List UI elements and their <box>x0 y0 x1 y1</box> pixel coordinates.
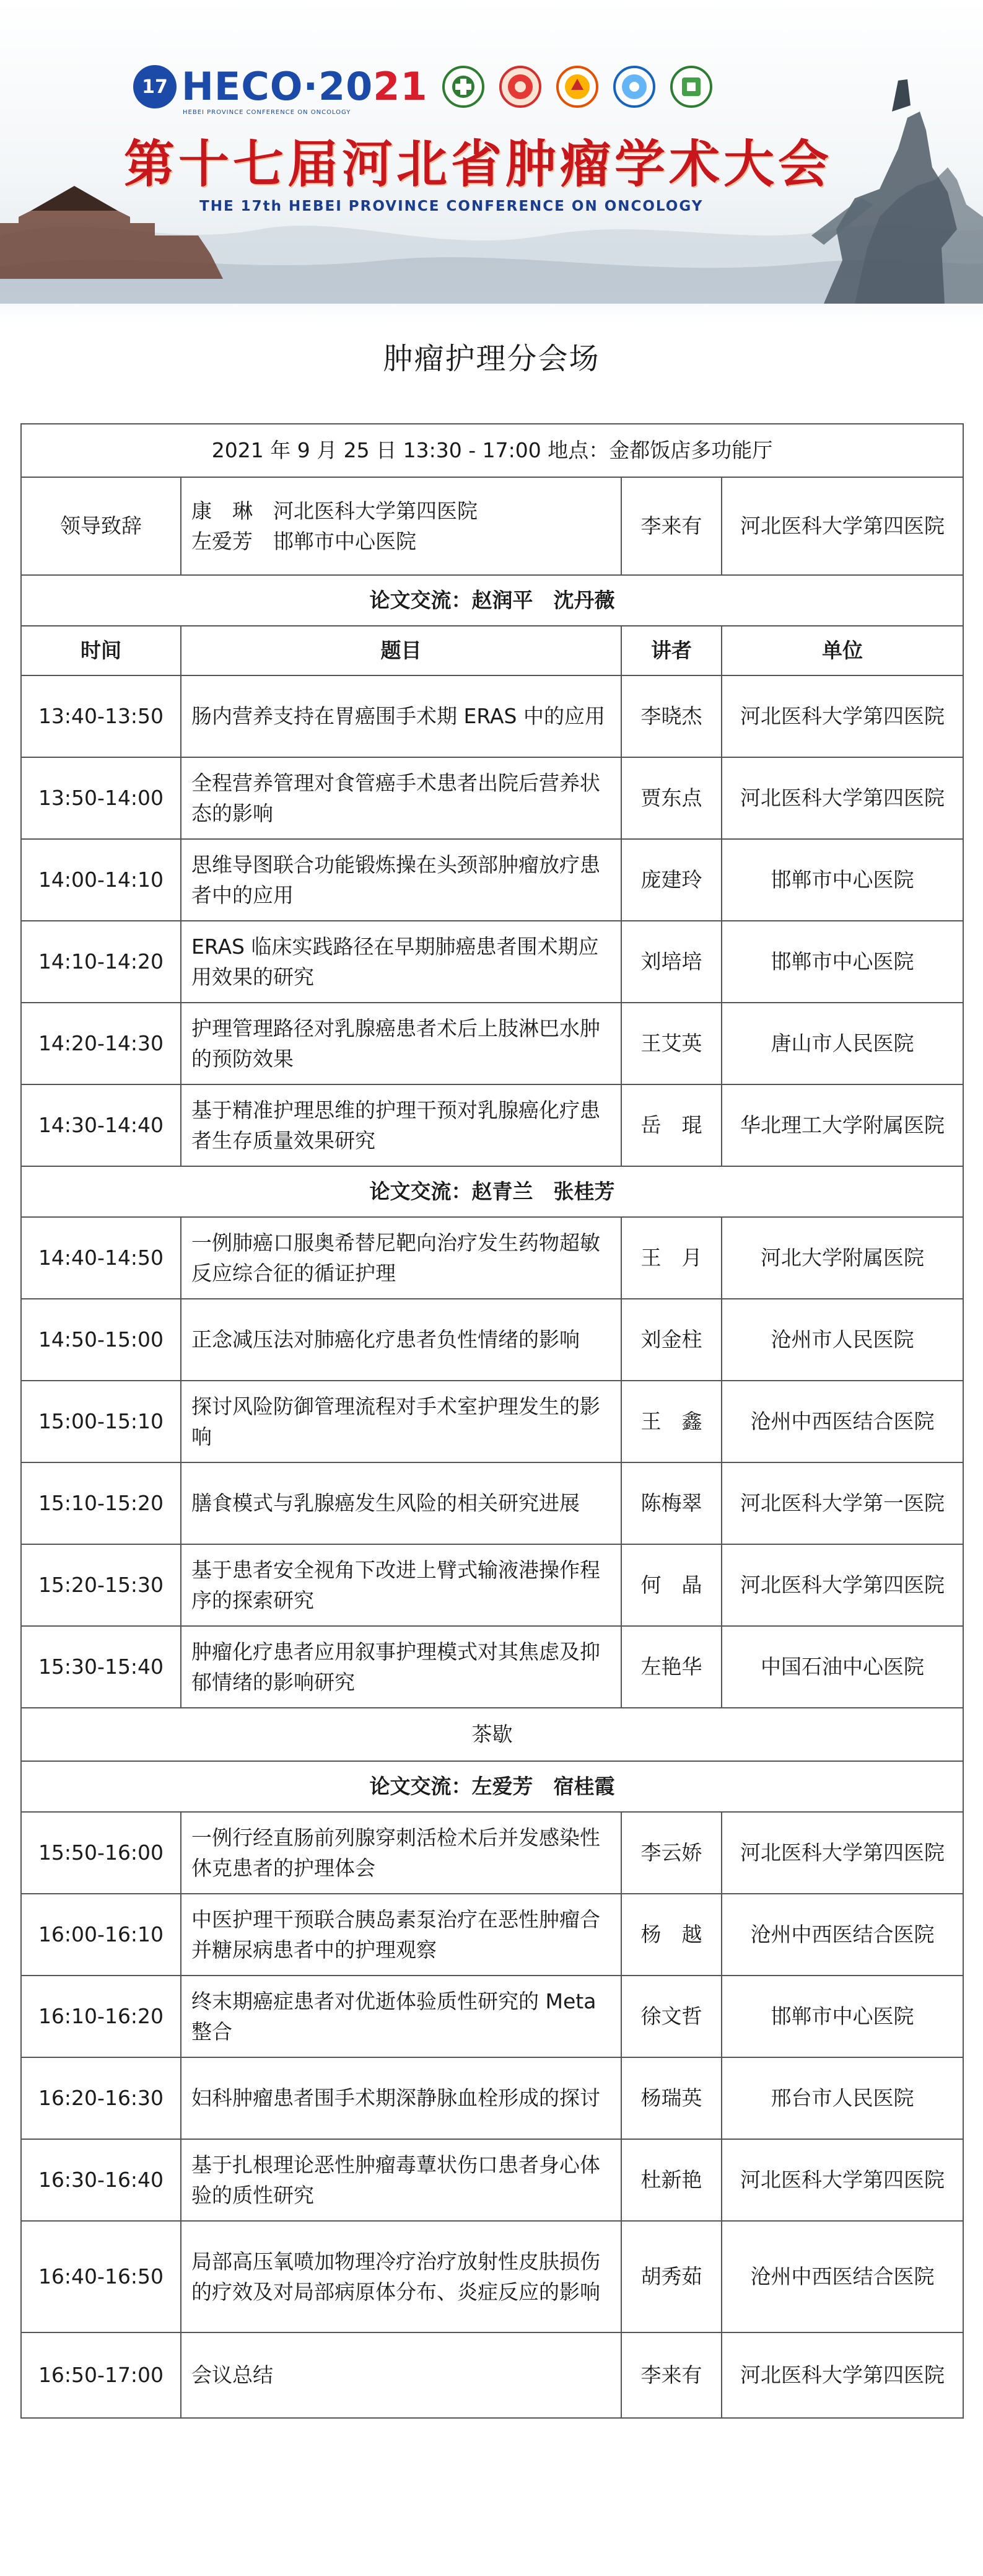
tea-break-label: 茶歇 <box>21 1708 963 1761</box>
leaders-speakers <box>181 477 621 575</box>
row-topic: 正念减压法对肺癌化疗患者负性情绪的影响 <box>181 1299 621 1381</box>
row-time: 13:40-13:50 <box>21 675 181 757</box>
session-title: 肿瘤护理分会场 <box>383 341 600 376</box>
row-unit: 河北医科大学第四医院 <box>722 675 963 757</box>
row-time: 15:00-15:10 <box>21 1381 181 1462</box>
row-speaker: 刘培培 <box>621 921 722 1003</box>
row-speaker: 杨瑞英 <box>621 2057 722 2139</box>
row-speaker: 杜新艳 <box>621 2139 722 2221</box>
session-heading-row <box>21 575 963 626</box>
row-topic: 基于精准护理思维的护理干预对乳腺癌化疗患者生存质量效果研究 <box>181 1084 621 1166</box>
row-speaker: 李云娇 <box>621 1812 722 1894</box>
row-time: 14:10-14:20 <box>21 921 181 1003</box>
row-unit: 中国石油中心医院 <box>722 1626 963 1708</box>
row-topic: 妇科肿瘤患者围手术期深静脉血栓形成的探讨 <box>181 2057 621 2139</box>
row-unit: 华北理工大学附属医院 <box>722 1084 963 1166</box>
row-unit: 河北医科大学第一医院 <box>722 1462 963 1544</box>
row-time: 14:50-15:00 <box>21 1299 181 1381</box>
row-unit: 河北大学附属医院 <box>722 1217 963 1299</box>
row-unit: 沧州中西医结合医院 <box>722 1894 963 1976</box>
row-speaker: 李晓杰 <box>621 675 722 757</box>
heco-wordmark <box>181 64 428 109</box>
row-topic: 中医护理干预联合胰岛素泵治疗在恶性肿瘤合并糖尿病患者中的护理观察 <box>181 1894 621 1976</box>
row-topic: 探讨风险防御管理流程对手术室护理发生的影响 <box>181 1381 621 1462</box>
leaders-presenter-unit: 河北医科大学第四医院 <box>722 477 963 575</box>
row-speaker: 李来有 <box>621 2332 722 2418</box>
table-row <box>21 1299 963 1381</box>
org-logo-2-icon <box>499 65 542 108</box>
leader-speech-line: 康 琳 河北医科大学第四医院 <box>191 498 478 523</box>
table-row <box>21 1084 963 1166</box>
column-header-row <box>21 626 963 675</box>
row-speaker: 贾东点 <box>621 757 722 839</box>
row-time: 16:10-16:20 <box>21 1976 181 2057</box>
row-time: 14:40-14:50 <box>21 1217 181 1299</box>
row-time: 16:50-17:00 <box>21 2332 181 2418</box>
table-row <box>21 1812 963 1894</box>
row-time: 15:10-15:20 <box>21 1462 181 1544</box>
conference-banner <box>0 0 983 322</box>
conference-title: 第十七届河北省肿瘤学术大会 <box>124 134 833 194</box>
row-topic: 会议总结 <box>181 2332 621 2418</box>
session-3-heading: 论文交流：左爱芳 宿桂霞 <box>21 1761 963 1812</box>
row-topic: 肿瘤化疗患者应用叙事护理模式对其焦虑及抑郁情绪的影响研究 <box>181 1626 621 1708</box>
conference-subtitle: THE 17th HEBEI PROVINCE CONFERENCE ON ONCOLOGY <box>199 198 704 214</box>
row-topic: 护理管理路径对乳腺癌患者术后上肢淋巴水肿的预防效果 <box>181 1003 621 1084</box>
row-speaker: 王 鑫 <box>621 1381 722 1462</box>
row-unit: 邯郸市中心医院 <box>722 839 963 921</box>
session-1-heading: 论文交流：赵润平 沈丹薇 <box>21 575 963 626</box>
table-row <box>21 2057 963 2139</box>
row-topic: 终末期癌症患者对优逝体验质性研究的 Meta 整合 <box>181 1976 621 2057</box>
row-time: 15:20-15:30 <box>21 1544 181 1626</box>
leaders-row <box>21 477 963 575</box>
row-unit: 沧州中西医结合医院 <box>722 2221 963 2332</box>
leader-speech-line: 左爱芳 邯郸市中心医院 <box>191 529 416 553</box>
row-time: 13:50-14:00 <box>21 757 181 839</box>
row-topic: 一例行经直肠前列腺穿刺活检术后并发感染性休克患者的护理体会 <box>181 1812 621 1894</box>
row-topic: 基于患者安全视角下改进上臂式输液港操作程序的探索研究 <box>181 1544 621 1626</box>
row-topic: 膳食模式与乳腺癌发生风险的相关研究进展 <box>181 1462 621 1544</box>
row-unit: 沧州市人民医院 <box>722 1299 963 1381</box>
table-row <box>21 2332 963 2418</box>
table-row <box>21 757 963 839</box>
table-row <box>21 839 963 921</box>
row-time: 16:30-16:40 <box>21 2139 181 2221</box>
row-unit: 河北医科大学第四医院 <box>722 1812 963 1894</box>
heco-wordmark-part-a: HECO·20 <box>181 64 374 109</box>
table-row <box>21 1544 963 1626</box>
org-logo-1-icon <box>442 65 485 108</box>
leaders-label: 领导致辞 <box>21 477 181 575</box>
schedule-table <box>20 423 964 2419</box>
session-heading-row <box>21 1166 963 1217</box>
row-speaker: 胡秀茹 <box>621 2221 722 2332</box>
row-speaker: 庞建玲 <box>621 839 722 921</box>
leaders-presenter: 李来有 <box>621 477 722 575</box>
session-2-heading: 论文交流：赵青兰 张桂芳 <box>21 1166 963 1217</box>
row-unit: 河北医科大学第四医院 <box>722 757 963 839</box>
org-logo-4-icon <box>613 65 656 108</box>
table-row <box>21 1894 963 1976</box>
row-speaker: 徐文哲 <box>621 1976 722 2057</box>
row-time: 16:00-16:10 <box>21 1894 181 1976</box>
row-unit: 沧州中西医结合医院 <box>722 1381 963 1462</box>
row-topic: 局部高压氧喷加物理冷疗治疗放射性皮肤损伤的疗效及对局部病原体分布、炎症反应的影响 <box>181 2221 621 2332</box>
row-topic: 全程营养管理对食管癌手术患者出院后营养状态的影响 <box>181 757 621 839</box>
col-header-topic: 题目 <box>181 626 621 675</box>
schedule-header-row <box>21 424 963 477</box>
row-unit: 河北医科大学第四医院 <box>722 2332 963 2418</box>
table-row <box>21 921 963 1003</box>
table-row <box>21 1217 963 1299</box>
row-time: 14:00-14:10 <box>21 839 181 921</box>
row-topic: 基于扎根理论恶性肿瘤毒蕈状伤口患者身心体验的质性研究 <box>181 2139 621 2221</box>
row-time: 16:20-16:30 <box>21 2057 181 2139</box>
horse-rider-statue-icon <box>799 74 966 310</box>
row-time: 16:40-16:50 <box>21 2221 181 2332</box>
row-speaker: 何 晶 <box>621 1544 722 1626</box>
break-row <box>21 1708 963 1761</box>
logo-row <box>133 59 713 115</box>
table-row <box>21 1976 963 2057</box>
row-topic: ERAS 临床实践路径在早期肺癌患者围术期应用效果的研究 <box>181 921 621 1003</box>
row-unit: 河北医科大学第四医院 <box>722 2139 963 2221</box>
date-venue-info: 2021 年 9 月 25 日 13:30 - 17:00 地点：金都饭店多功能厅 <box>21 424 963 477</box>
row-speaker: 杨 越 <box>621 1894 722 1976</box>
row-unit: 邯郸市中心医院 <box>722 1976 963 2057</box>
row-time: 14:20-14:30 <box>21 1003 181 1084</box>
table-row <box>21 675 963 757</box>
heco-logo-subtext: HEBEI PROVINCE CONFERENCE ON ONCOLOGY <box>183 109 351 116</box>
heco-wordmark-part-b: 21 <box>373 64 428 109</box>
row-speaker: 王艾英 <box>621 1003 722 1084</box>
session-heading-row <box>21 1761 963 1812</box>
table-row <box>21 1626 963 1708</box>
row-speaker: 刘金柱 <box>621 1299 722 1381</box>
table-row <box>21 2139 963 2221</box>
row-topic: 一例肺癌口服奥希替尼靶向治疗发生药物超敏反应综合征的循证护理 <box>181 1217 621 1299</box>
row-speaker: 王 月 <box>621 1217 722 1299</box>
table-row <box>21 2221 963 2332</box>
row-topic: 肠内营养支持在胃癌围手术期 ERAS 中的应用 <box>181 675 621 757</box>
org-logo-3-icon <box>556 65 599 108</box>
row-speaker: 陈梅翠 <box>621 1462 722 1544</box>
row-speaker: 左艳华 <box>621 1626 722 1708</box>
col-header-speaker: 讲者 <box>621 626 722 675</box>
org-logo-5-icon <box>670 65 713 108</box>
row-time: 14:30-14:40 <box>21 1084 181 1166</box>
row-topic: 思维导图联合功能锻炼操在头颈部肿瘤放疗患者中的应用 <box>181 839 621 921</box>
table-row <box>21 1462 963 1544</box>
table-row <box>21 1003 963 1084</box>
heco-logo <box>133 59 428 115</box>
col-header-unit: 单位 <box>722 626 963 675</box>
row-time: 15:30-15:40 <box>21 1626 181 1708</box>
row-time: 15:50-16:00 <box>21 1812 181 1894</box>
col-header-time: 时间 <box>21 626 181 675</box>
heco-number-badge: 17 <box>133 65 177 108</box>
row-unit: 河北医科大学第四医院 <box>722 1544 963 1626</box>
row-unit: 邯郸市中心医院 <box>722 921 963 1003</box>
table-row <box>21 1381 963 1462</box>
row-unit: 邢台市人民医院 <box>722 2057 963 2139</box>
row-speaker: 岳 琨 <box>621 1084 722 1166</box>
row-unit: 唐山市人民医院 <box>722 1003 963 1084</box>
